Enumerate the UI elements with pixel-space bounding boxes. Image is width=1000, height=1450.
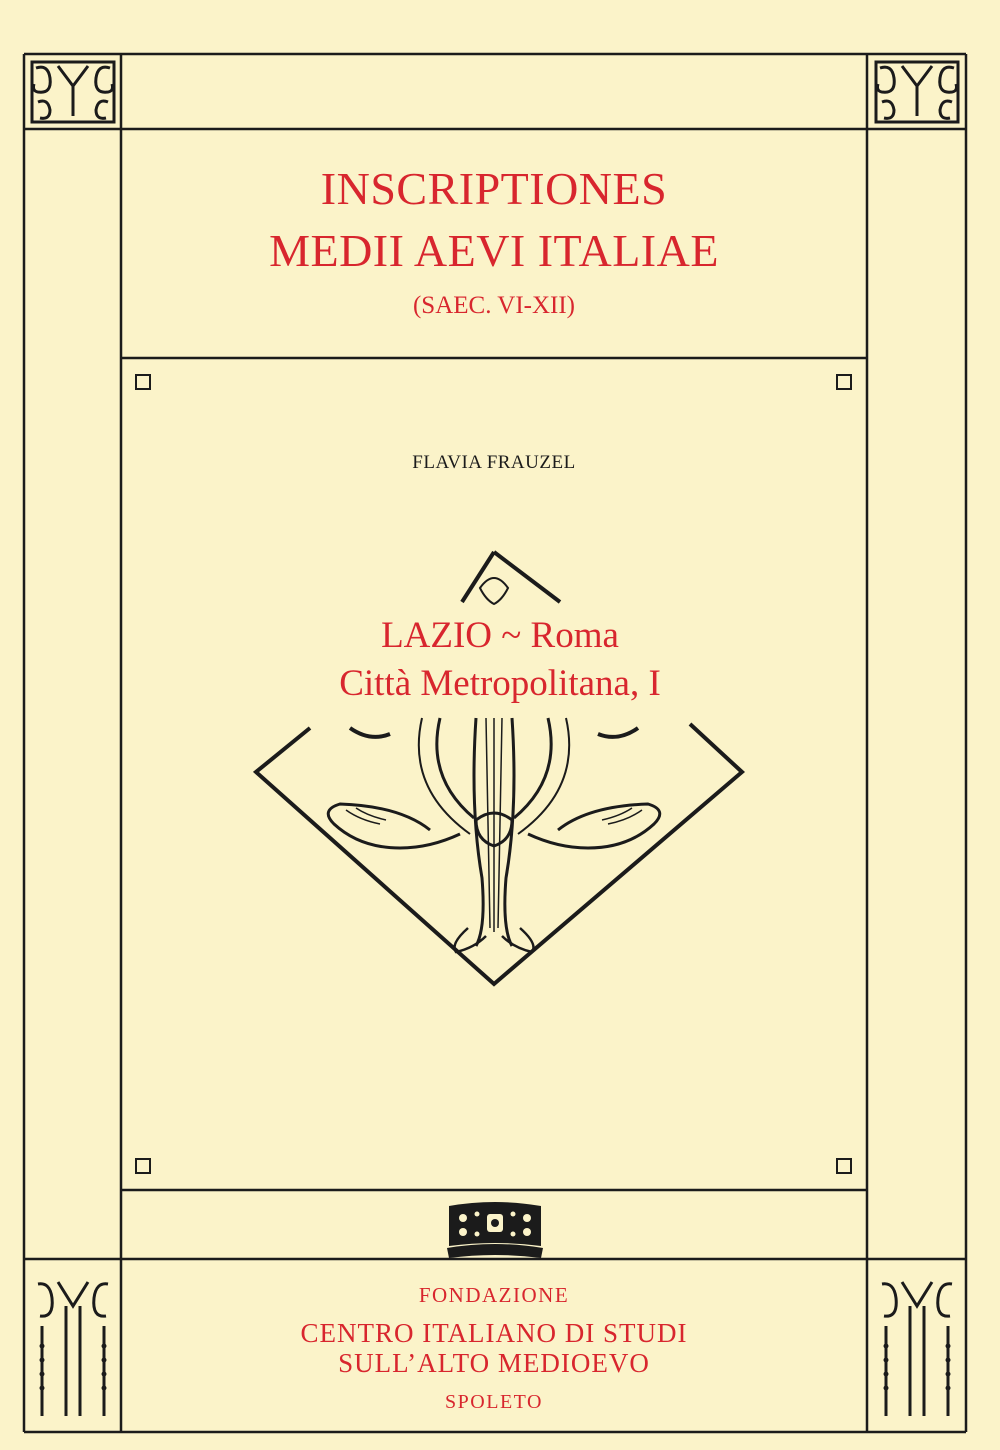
corner-ornament-icon <box>872 1276 962 1426</box>
square-ornament-icon <box>135 374 151 390</box>
square-ornament-icon <box>135 1158 151 1174</box>
volume-title-line2: Città Metropolitana, I <box>250 662 750 705</box>
series-subtitle: (SAEC. VI-XII) <box>412 292 575 319</box>
publisher-name-line2: SULL’ALTO MEDIOEVO <box>338 1348 650 1378</box>
series-title-line2: MEDII AEVI ITALIAE <box>269 225 719 276</box>
publisher-name: CENTRO ITALIANO DI STUDI <box>300 1318 688 1348</box>
author-name: FLAVIA FRAUZEL <box>412 452 576 473</box>
publisher-label: FONDAZIONE <box>418 1283 570 1307</box>
publisher-city: SPOLETO <box>445 1391 543 1413</box>
volume-title: LAZIO ~ Roma <box>250 614 750 657</box>
crown-emblem-icon <box>443 1200 547 1264</box>
corner-ornament-icon <box>872 58 962 126</box>
corner-ornament-icon <box>28 58 118 126</box>
series-title: INSCRIPTIONES <box>320 163 668 214</box>
square-ornament-icon <box>836 1158 852 1174</box>
square-ornament-icon <box>836 374 852 390</box>
corner-ornament-icon <box>28 1276 118 1426</box>
